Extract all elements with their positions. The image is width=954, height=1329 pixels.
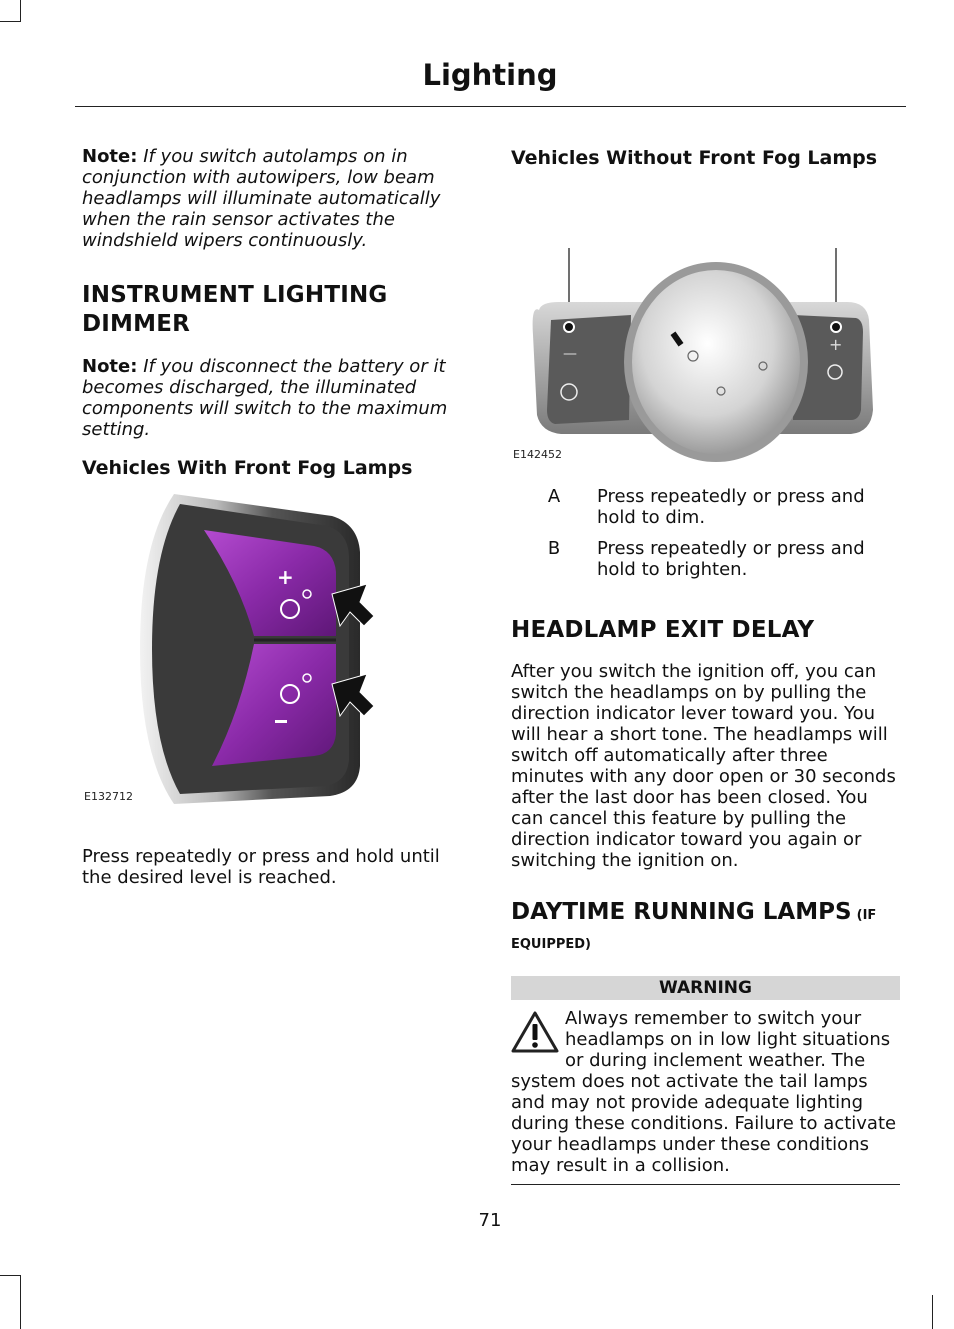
legend-item <box>511 486 900 528</box>
section-title-instrument-dimmer: INSTRUMENT LIGHTING DIMMER <box>82 282 388 337</box>
warning-text: Always remember to switch your headlamps on in low light situations or during inclement weather. The system does not activate the tail lamps and may not provide adequate lighting during these conditions. Failure to activate your headlamps under these conditions may result in a collision. <box>511 1008 897 1176</box>
legend-key: A <box>547 486 561 507</box>
subheading-with-fog-lamps: Vehicles With Front Fog Lamps <box>82 457 413 479</box>
crop-mark <box>0 1275 21 1276</box>
note-autolamps <box>82 146 462 251</box>
crop-mark <box>932 1295 933 1329</box>
section-title-daytime-running-lamps <box>511 898 900 952</box>
headlamp-switch-illustration <box>511 170 900 470</box>
crop-mark <box>20 0 21 22</box>
svg-text:—: — <box>563 346 577 362</box>
legend-key: B <box>547 538 561 559</box>
figure-dimmer-no-fog <box>511 170 900 470</box>
figure-code: E142452 <box>513 448 562 461</box>
figure-dimmer-fog <box>82 494 462 846</box>
figure-code: E132712 <box>84 790 133 803</box>
svg-text:+: + <box>277 565 294 589</box>
section-title-suffix: (IF <box>856 908 877 923</box>
crop-mark <box>20 1275 21 1329</box>
header-divider <box>75 106 906 107</box>
right-column <box>511 146 900 1185</box>
warning-box <box>511 976 900 1185</box>
left-column <box>82 146 462 888</box>
dimmer-switch-illustration <box>82 494 462 814</box>
svg-text:+: + <box>829 335 843 354</box>
section-title-suffix: EQUIPPED) <box>511 937 591 952</box>
subheading-without-fog-lamps: Vehicles Without Front Fog Lamps <box>511 147 878 169</box>
page-number: 71 <box>478 1210 502 1231</box>
warning-body <box>511 1008 900 1176</box>
warning-triangle-icon <box>511 1010 559 1054</box>
crop-mark <box>0 21 21 22</box>
section-title-text: DAYTIME RUNNING LAMPS <box>511 899 852 925</box>
note-text: If you switch autolamps on in conjunction with autowipers, low beam headlamps will illuminate automatically when the rain sensor activates the windshield wipers continuously. <box>82 146 441 251</box>
legend-text: Press repeatedly or press and hold to brighten. <box>597 538 865 580</box>
legend-list <box>511 486 900 580</box>
note-label: Note: <box>82 356 138 377</box>
figure-instruction: Press repeatedly or press and hold until the desired level is reached. <box>82 846 440 888</box>
legend-text: Press repeatedly or press and hold to dim. <box>597 486 865 528</box>
warning-title: WARNING <box>511 976 900 1000</box>
warning-divider <box>511 1184 900 1185</box>
note-label: Note: <box>82 146 138 167</box>
section-body-headlamp-exit-delay: After you switch the ignition off, you can switch the headlamps on by pulling the direction indicator lever toward you. You will hear a short tone. The headlamps will switch off automatically after three minutes with any door open or 30 seconds after the last door has been closed. You can cancel this feature by pulling the direction indicator toward you again or switching the ignition on. <box>511 661 896 871</box>
page-title: Lighting <box>422 58 558 92</box>
note-battery <box>82 356 462 440</box>
section-title-headlamp-exit-delay: HEADLAMP EXIT DELAY <box>511 617 815 643</box>
legend-item <box>511 538 900 580</box>
note-text: If you disconnect the battery or it becomes discharged, the illuminated components will switch to the maximum setting. <box>82 356 448 440</box>
